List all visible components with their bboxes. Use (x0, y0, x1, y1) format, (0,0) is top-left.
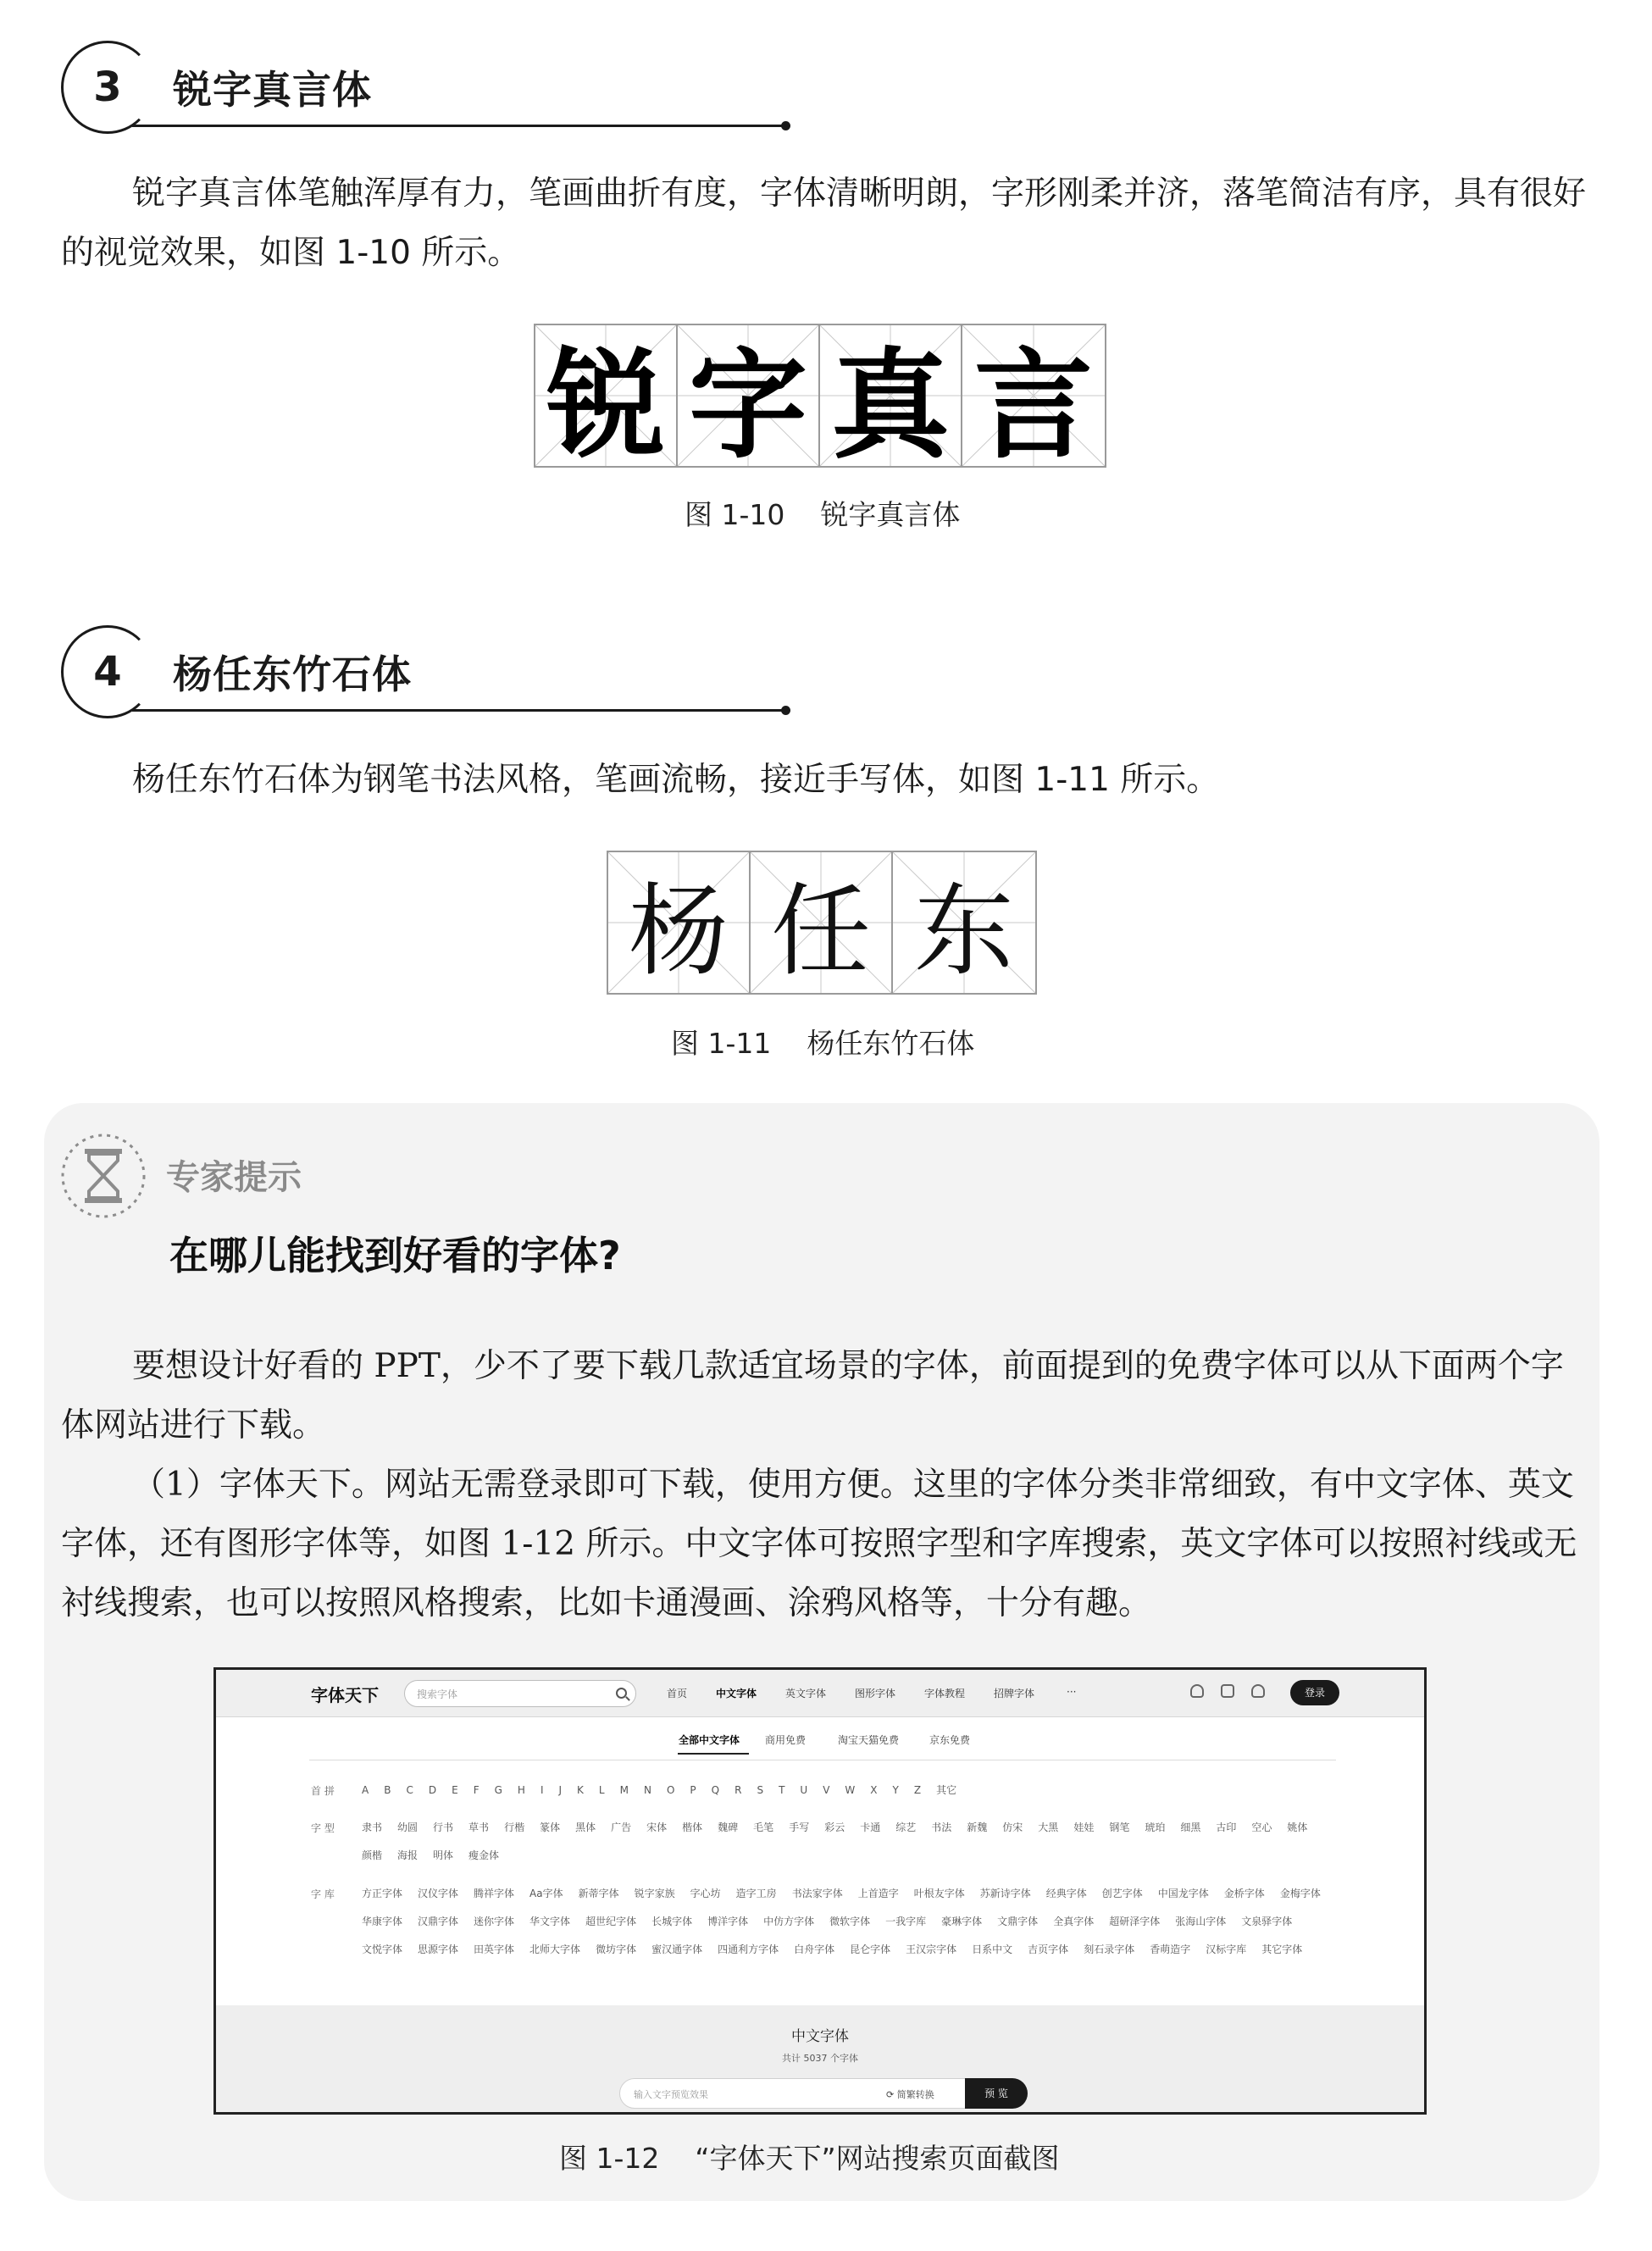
site-navbar (216, 1670, 1424, 1717)
section-3-heading (61, 41, 790, 134)
preview-button[interactable]: 预 览 (965, 2078, 1028, 2109)
filter-letter[interactable]: A (362, 1784, 369, 1796)
filter-library[interactable]: 文鼎字体 (997, 1916, 1039, 1927)
filter-style[interactable]: 黑体 (575, 1821, 596, 1833)
filter-library[interactable]: 中国龙字体 (1157, 1888, 1209, 1899)
preview-placeholder: 输入文字预览效果 (634, 2089, 708, 2100)
filter-style[interactable]: 瘦金体 (468, 1849, 500, 1861)
filter-library[interactable]: 迷你字体 (474, 1916, 515, 1927)
nav-signboard-fonts[interactable]: 招牌字体 (994, 1688, 1035, 1699)
filter-library[interactable]: 微软字体 (829, 1916, 871, 1927)
filter-letter[interactable]: R (735, 1784, 742, 1796)
filter-library[interactable]: 叶根友字体 (913, 1888, 965, 1899)
tip-paragraph-ziti: （1）字体天下。网站无需登录即可下载，使用方便。这里的字体分类非常细致，有中文字体、英文字体，还有图形字体等，如图 1-12 所示。中文字体可按照字型和字库搜索，英文字体可以按照衬线或无衬线搜索，也可以按照风格搜索，比如卡通漫画、涂鸦风格等，十分有趣。 (61, 1466, 1577, 1622)
filter-library[interactable]: 微坊字体 (596, 1943, 637, 1955)
website-screenshot (213, 1667, 1427, 2115)
filter-library[interactable]: 北师大字体 (529, 1943, 581, 1955)
filter-letter[interactable]: X (870, 1784, 878, 1796)
hourglass-icon (59, 1132, 147, 1220)
preview-footer (216, 2005, 1424, 2115)
row-label-library: 字 库 (311, 1888, 335, 1900)
filter-library[interactable]: 日系中文 (972, 1943, 1013, 1955)
nav-english-fonts[interactable]: 英文字体 (785, 1688, 827, 1699)
filter-style[interactable]: 仿宋 (1002, 1821, 1023, 1833)
filter-style[interactable]: 古印 (1216, 1821, 1237, 1833)
filter-library[interactable]: 汉鼎字体 (418, 1916, 459, 1927)
filter-letter[interactable]: J (558, 1784, 563, 1796)
filter-library[interactable]: 汉仪字体 (418, 1888, 459, 1899)
glyph-char: 锐 (546, 336, 665, 466)
filter-library[interactable]: 书法家字体 (791, 1888, 843, 1899)
filter-style[interactable]: 海报 (397, 1849, 419, 1861)
filter-letter[interactable]: L (598, 1784, 605, 1796)
nav-font-tutorials[interactable]: 字体教程 (924, 1688, 966, 1699)
filter-style[interactable]: 楷体 (682, 1821, 703, 1833)
filter-library[interactable]: 金桥字体 (1223, 1888, 1265, 1899)
filter-library[interactable]: 上首造字 (857, 1888, 899, 1899)
filter-library[interactable]: 蜜汉通字体 (651, 1943, 703, 1955)
filter-style[interactable]: 篆体 (540, 1821, 561, 1833)
filter-library[interactable]: 全真字体 (1053, 1916, 1095, 1927)
filter-style[interactable]: 钢笔 (1109, 1821, 1130, 1833)
filter-letter[interactable]: P (690, 1784, 696, 1796)
grid-icon[interactable] (1221, 1684, 1234, 1698)
glyph-cell (820, 325, 962, 466)
font-count: 共计 5037 个字体 (782, 2053, 858, 2064)
filter-letter[interactable]: B (384, 1784, 391, 1796)
subtab-jd-free[interactable]: 京东免费 (929, 1734, 971, 1746)
subtab-taobao-free[interactable]: 淘宝天猫免费 (838, 1734, 900, 1746)
filter-style[interactable]: 空心 (1251, 1821, 1272, 1833)
filter-library[interactable]: 方正字体 (362, 1888, 403, 1899)
filter-letter[interactable]: G (494, 1784, 502, 1796)
filter-style[interactable]: 娃娃 (1073, 1821, 1095, 1833)
heading-underline (132, 709, 784, 712)
filter-style[interactable]: 手写 (789, 1821, 810, 1833)
tip-paragraph-intro: 要想设计好看的 PPT，少不了要下载几款适宜场景的字体，前面提到的免费字体可以从下面两个字体网站进行下载。 (61, 1347, 1564, 1444)
section-4-heading (61, 625, 790, 718)
filter-library[interactable]: 一我字库 (885, 1916, 927, 1927)
filter-style[interactable]: 卡通 (860, 1821, 881, 1833)
glyph-char: 言 (973, 336, 1093, 466)
figure-1-11-glyphs (607, 851, 1037, 995)
filter-letter[interactable]: S (757, 1784, 764, 1796)
filter-library[interactable]: 长城字体 (651, 1916, 693, 1927)
filter-style[interactable]: 行楷 (504, 1821, 525, 1833)
filter-letter[interactable]: U (800, 1784, 808, 1796)
glyph-char: 真 (830, 336, 950, 466)
paragraph-ruizi: 锐字真言体笔触浑厚有力，笔画曲折有度，字体清晰明朗，字形刚柔并济，落笔简洁有序，具有很好的视觉效果，如图 1-10 所示。 (61, 175, 1587, 272)
filter-style[interactable]: 广告 (611, 1821, 632, 1833)
row-label-style: 字 型 (311, 1822, 335, 1834)
filter-letter[interactable]: K (577, 1784, 584, 1796)
heading-dot (781, 121, 790, 130)
figure-caption: 图 1-10 锐字真言体 (685, 498, 961, 531)
filter-library[interactable]: Aa字体 (529, 1888, 563, 1899)
filter-library[interactable]: 超世纪字体 (585, 1916, 637, 1927)
site-logo[interactable]: 字体天下 (311, 1685, 379, 1705)
filter-library[interactable]: 思源字体 (418, 1943, 459, 1955)
filter-letter[interactable]: Q (711, 1784, 720, 1796)
glyph-char: 杨 (628, 873, 729, 990)
glyph-char: 字 (688, 336, 807, 466)
filter-style[interactable]: 书法 (931, 1821, 952, 1833)
filter-library[interactable]: 金梅字体 (1279, 1888, 1321, 1899)
filter-style[interactable]: 隶书 (362, 1821, 383, 1833)
filter-library[interactable]: 经典字体 (1045, 1888, 1087, 1899)
filter-letter[interactable]: Z (913, 1784, 922, 1796)
filter-letter[interactable]: T (779, 1784, 785, 1796)
filter-letter[interactable]: Y (892, 1784, 899, 1796)
filter-style[interactable]: 幼圆 (397, 1821, 419, 1833)
filter-library[interactable]: 香萌造字 (1150, 1943, 1191, 1955)
filter-library[interactable]: 其它字体 (1261, 1943, 1303, 1955)
row-label-pinyin: 首 拼 (311, 1785, 335, 1797)
filter-library[interactable]: 超研泽字体 (1109, 1916, 1161, 1927)
filter-style[interactable]: 行书 (433, 1821, 454, 1833)
filter-style[interactable]: 彩云 (824, 1821, 845, 1833)
nav-more[interactable]: ··· (1067, 1686, 1077, 1698)
section-number: 3 (93, 64, 122, 111)
nav-chinese-fonts[interactable]: 中文字体 (716, 1688, 757, 1699)
filter-library[interactable]: 田英字体 (474, 1943, 515, 1955)
glyph-cell (751, 852, 893, 993)
filter-library[interactable]: 王汉宗字体 (906, 1943, 957, 1955)
heading-underline (132, 125, 784, 127)
filter-style[interactable]: 宋体 (646, 1821, 668, 1833)
filter-style[interactable]: 综艺 (895, 1821, 917, 1833)
filter-library[interactable]: 苏新诗字体 (979, 1888, 1031, 1899)
glyph-char: 东 (913, 873, 1014, 990)
figure-1-10-glyphs (534, 324, 1106, 468)
section-title: 锐字真言体 (173, 67, 372, 113)
filter-library[interactable]: 刻石录字体 (1084, 1943, 1135, 1955)
filter-library[interactable]: 昆仑字体 (850, 1943, 891, 1955)
filter-letter[interactable]: C (406, 1784, 413, 1796)
filter-style[interactable]: 毛笔 (753, 1821, 774, 1833)
filter-style[interactable]: 大黑 (1038, 1821, 1059, 1833)
filter-letter[interactable]: E (452, 1784, 458, 1796)
filter-library[interactable]: 博洋字体 (707, 1916, 749, 1927)
active-subtab-underline (678, 1753, 749, 1755)
filter-style[interactable]: 明体 (433, 1849, 454, 1861)
filter-library[interactable]: 中仿方字体 (763, 1916, 815, 1927)
library-filter-list (362, 1880, 1336, 1964)
heading-dot (781, 706, 790, 715)
filter-letter[interactable]: W (845, 1784, 856, 1796)
bell-icon[interactable] (1251, 1684, 1265, 1698)
search-icon[interactable] (616, 1688, 627, 1699)
glyph-cell (678, 325, 820, 466)
preview-text-input[interactable] (619, 2078, 1028, 2109)
footer-title: 中文字体 (791, 2028, 849, 2045)
filter-library[interactable]: 豪琳字体 (941, 1916, 983, 1927)
filter-letter[interactable]: H (517, 1784, 525, 1796)
site-search-input[interactable] (404, 1680, 636, 1707)
filter-library[interactable]: 张海山字体 (1175, 1916, 1227, 1927)
filter-style[interactable]: 新魏 (967, 1821, 988, 1833)
glyph-cell (962, 325, 1105, 466)
figure-caption: 图 1-12 “字体天下”网站搜索页面截图 (559, 2142, 1060, 2175)
filter-library[interactable]: 四通利方字体 (718, 1943, 779, 1955)
filter-letter[interactable]: M (619, 1784, 629, 1796)
filter-letter[interactable]: 其它 (936, 1784, 957, 1796)
glyph-cell (535, 325, 678, 466)
filter-library[interactable]: 华文字体 (529, 1916, 571, 1927)
convert-toggle[interactable]: ⟳ 简繁转换 (886, 2089, 934, 2100)
filter-style[interactable]: 姚体 (1287, 1821, 1308, 1833)
glyph-cell (893, 852, 1035, 993)
filter-library[interactable]: 华康字体 (362, 1916, 403, 1927)
filter-letter[interactable]: F (473, 1784, 480, 1796)
subtab-commercial-free[interactable]: 商用免费 (765, 1734, 807, 1746)
figure-caption: 图 1-11 杨任东竹石体 (671, 1027, 975, 1060)
filter-letter[interactable]: N (643, 1784, 651, 1796)
filter-style[interactable]: 细黑 (1180, 1821, 1201, 1833)
search-placeholder: 搜索字体 (417, 1688, 458, 1700)
section-title: 杨任东竹石体 (173, 651, 412, 697)
upload-icon[interactable] (1190, 1684, 1204, 1698)
glyph-char: 任 (770, 873, 871, 990)
glyph-cell (608, 852, 751, 993)
filter-style[interactable]: 颜楷 (362, 1849, 383, 1861)
filter-library[interactable]: 汉标字库 (1206, 1943, 1247, 1955)
style-filter-list (362, 1814, 1336, 1870)
filter-library[interactable]: 吉页字体 (1028, 1943, 1069, 1955)
tip-label: 专家提示 (166, 1158, 302, 1197)
filter-library[interactable]: 造字工房 (735, 1888, 777, 1899)
nav-home[interactable]: 首页 (667, 1688, 688, 1699)
filter-style[interactable]: 草书 (468, 1821, 490, 1833)
subtab-all-chinese[interactable]: 全部中文字体 (679, 1734, 740, 1746)
filter-library[interactable]: 创艺字体 (1101, 1888, 1143, 1899)
filter-letter[interactable]: D (428, 1784, 437, 1796)
filter-library[interactable]: 腾祥字体 (474, 1888, 515, 1899)
filter-style[interactable]: 琥珀 (1145, 1821, 1166, 1833)
login-button[interactable]: 登录 (1290, 1680, 1339, 1705)
nav-graphic-fonts[interactable]: 图形字体 (855, 1688, 896, 1699)
filter-library[interactable]: 锐字家族 (634, 1888, 675, 1899)
filter-library[interactable]: 字心坊 (690, 1888, 721, 1899)
filter-letter[interactable]: V (823, 1784, 830, 1796)
filter-letter[interactable]: I (540, 1784, 544, 1796)
filter-library[interactable]: 新蒂字体 (578, 1888, 619, 1899)
section-number: 4 (93, 648, 122, 696)
filter-library[interactable]: 文泉驿字体 (1241, 1916, 1293, 1927)
tip-question: 在哪儿能找到好看的字体? (169, 1233, 621, 1278)
filter-style[interactable]: 魏碑 (718, 1821, 739, 1833)
paragraph-yangrendong: 杨任东竹石体为钢笔书法风格，笔画流畅，接近手写体，如图 1-11 所示。 (132, 761, 1220, 799)
filter-library[interactable]: 文悦字体 (362, 1943, 403, 1955)
pinyin-filter-list (362, 1777, 1336, 1805)
filter-letter[interactable]: O (666, 1784, 675, 1796)
filter-library[interactable]: 白舟字体 (794, 1943, 835, 1955)
